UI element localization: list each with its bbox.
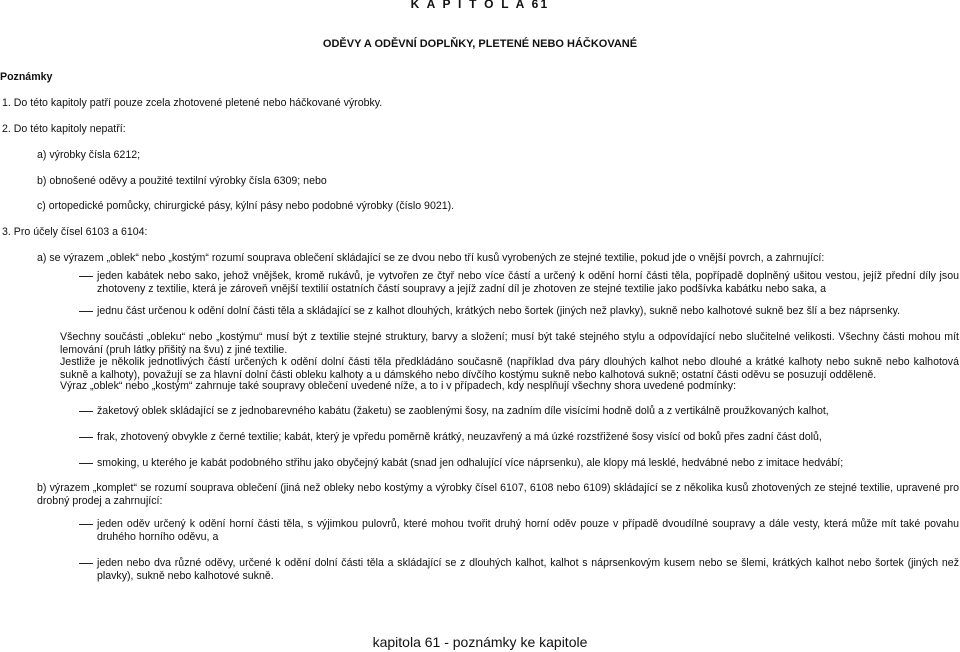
note-2c: c) ortopedické pomůcky, chirurgické pásy, kýlní pásy nebo podobné výrobky (číslo 9021). xyxy=(37,200,455,212)
note-3b-item-2: jeden nebo dva různé oděvy, určené k odění dolní části těla a skládající se z dlouhých kalhot, kalhot s náprsenkovým kusem nebo se šlemi, krátkých kalhot nebo šortek (jiných než plavky), sukně nebo kalhotové sukně. xyxy=(97,557,959,582)
chapter-title: K A P I T O L A 61 xyxy=(410,0,550,11)
list-dash xyxy=(79,437,93,438)
chapter-subtitle: ODĚVY A ODĚVNÍ DOPLŇKY, PLETENÉ NEBO HÁČKOVANÉ xyxy=(322,38,638,50)
note-3a-sub-3: smoking, u kterého je kabát podobného střihu jako obyčejný kabát (snad jen odhalující více náprsenku), ale klopy má lesklé, hedvábné nebo z imitace hedvábí; xyxy=(97,457,844,469)
note-3a-sub-2: frak, zhotovený obvykle z černé textilie; kabát, který je vpředu poměrně krátký, neuzavřený a má úzké rozstřižené šosy visící od boků přes zadní část dolů, xyxy=(97,431,822,443)
note-3a: a) se výrazem „oblek“ nebo „kostým“ rozumí souprava oblečení skládající se ze dvou nebo tří kusů vyrobených ze stejné textilie, pokud jde o vnější povrch, a zahrnující: xyxy=(37,252,825,264)
note-3a-paragraph-2: Jestliže je několik jednotlivých částí určených k odění dolní části těla předkládáno současně (například dva páry dlouhých kalhot nebo dlouhé a krátké kalhoty nebo sukně nebo kalhotová sukně a kalhoty), považují se za hlavní dolní části obleku kalhoty a u dámského nebo dívčího kostýmu sukně nebo kalhotová sukně; ostatní části oděvu se posuzují odděleně. xyxy=(60,356,959,381)
list-dash xyxy=(79,524,93,525)
note-2a: a) výrobky čísla 6212; xyxy=(37,149,141,161)
note-2b: b) obnošené oděvy a použité textilní výrobky čísla 6309; nebo xyxy=(37,175,327,187)
note-3: 3. Pro účely čísel 6103 a 6104: xyxy=(2,226,148,238)
note-3a-item-2: jednu část určenou k odění dolní části těla a skládající se z kalhot dlouhých, krátkých nebo šortek (jiných než plavky), sukně nebo kalhotové sukně bez šlí a bez náprsenky. xyxy=(97,305,901,317)
list-dash xyxy=(79,311,93,312)
note-2: 2. Do této kapitoly nepatří: xyxy=(2,123,126,135)
note-3b-item-1: jeden oděv určený k odění horní části těla, s výjimkou pulovrů, které mohou tvořit druhý horní oděv pouze v případě dvoudílné soupravy a dále vesty, která může mít také povahu druhého horního oděvu, a xyxy=(97,518,959,543)
list-dash xyxy=(79,411,93,412)
list-dash xyxy=(79,463,93,464)
note-3a-sub-1: žaketový oblek skládající se z jednobarevného kabátu (žaketu) se zaoblenými šosy, na zadním díle visícími hodně dolů a z vertikálně proužkovaných kalhot, xyxy=(97,405,829,417)
notes-heading: Poznámky xyxy=(0,71,53,83)
note-3a-item-1: jeden kabátek nebo sako, jehož vnějšek, kromě rukávů, je vytvořen ze čtyř nebo více částí a určený k odění horní části těla, popřípadě doplněný ušitou vestou, jejíž přední díly jsou zhotoveny z textilie, která je zároveň vnější textilií ostatních částí soupravy a jejíž zadní díl je zhotoven ze stejné textilie jako podšívka kabátku nebo saka, a xyxy=(97,270,959,295)
note-3a-paragraph-1: Všechny součásti „obleku“ nebo „kostýmu“ musí být z textilie stejné struktury, barvy a složení; musí být také stejného stylu a odpovídající nebo slučitelné velikosti. Všechny části mohou mít lemování (pruh látky přišitý na švu) z jiné textilie. xyxy=(60,331,959,356)
list-dash xyxy=(79,276,93,277)
note-3b: b) výrazem „komplet“ se rozumí souprava oblečení (jiná než obleky nebo kostýmy a výrobky čísel 6107, 6108 nebo 6109) skládající se z několika kusů zhotovených ze stejné textilie, upravené pro drobný prodej a zahrnující: xyxy=(37,482,959,507)
list-dash xyxy=(79,563,93,564)
note-3a-paragraph-3: Výraz „oblek“ nebo „kostým“ zahrnuje také soupravy oblečení uvedené níže, a to i v případech, kdy nesplňují všechny shora uvedené podmínky: xyxy=(60,380,737,392)
note-1: 1. Do této kapitoly patří pouze zcela zhotovené pletené nebo háčkované výrobky. xyxy=(2,97,383,109)
page-footer: kapitola 61 - poznámky ke kapitole xyxy=(372,634,588,650)
